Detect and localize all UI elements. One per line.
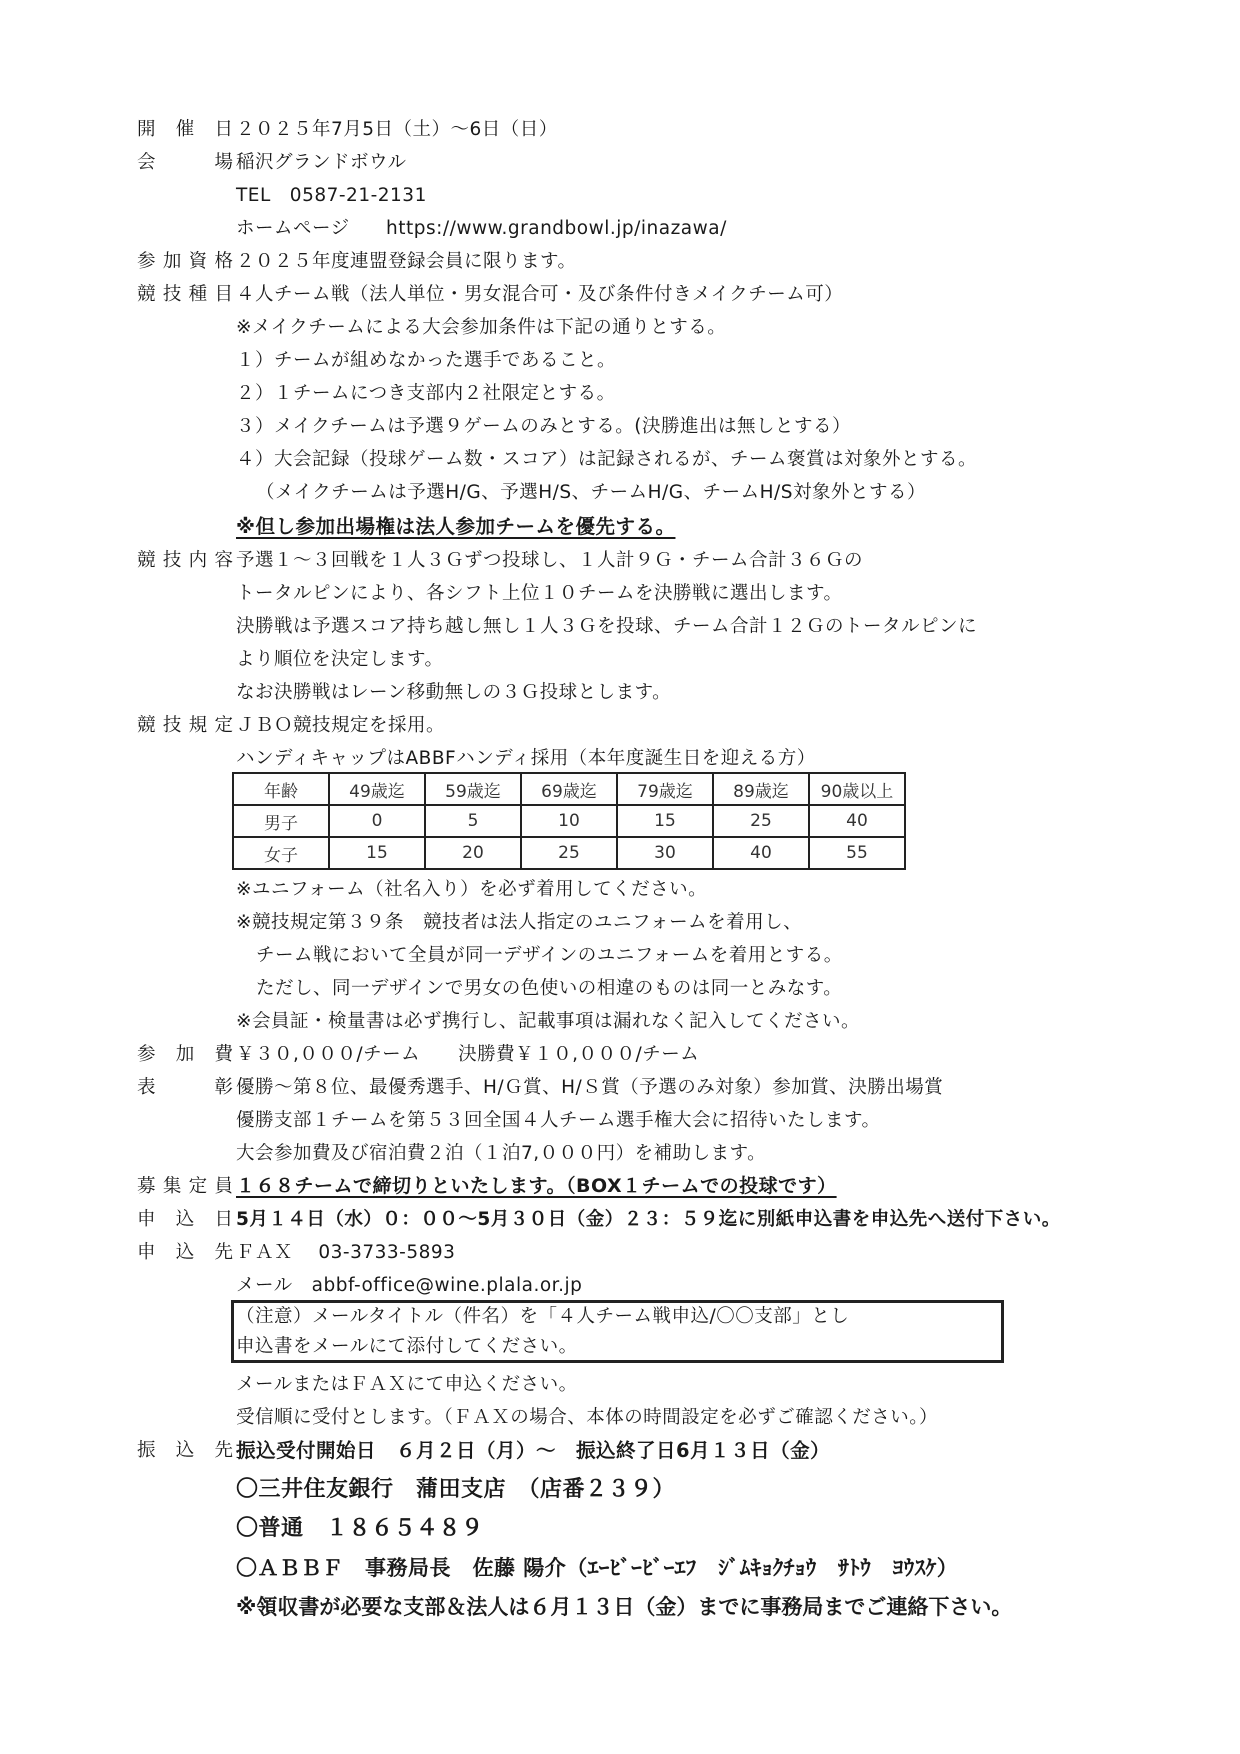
eligibility-label [137, 245, 233, 278]
account-number: 〇普通 １８６５４８９ [236, 1516, 484, 1541]
content-row [0, 544, 1240, 577]
transfer-period: 振込受付開始日 ６月２日（月）～ 振込終了日6月１３日（金） [236, 1439, 831, 1462]
table-cell: 25 [713, 805, 809, 837]
table-header-cell: 90歳以上 [809, 773, 905, 805]
rules-value: ＪＢＯ競技規定を採用。 [236, 715, 446, 736]
label-char: 場 [214, 152, 233, 173]
label-char: 募 [137, 1176, 156, 1197]
event-label [137, 278, 233, 311]
event-condition-text: １）チームが組めなかった選手であること。 [236, 350, 617, 371]
content-text: 予選１～３回戦を１人３Ｇずつ投球し、１人計９Ｇ・チーム合計３６Ｇの [236, 550, 864, 571]
label-char: 先 [214, 1242, 233, 1263]
event-value: ４人チーム戦（法人単位・男女混合可・及び条件付きメイクチーム可） [236, 284, 844, 305]
apply-date-label [137, 1203, 233, 1236]
apply-date-row [0, 1203, 1240, 1236]
venue-tel: TEL 0587-21-2131 [236, 185, 427, 206]
event-condition-text: ３）メイクチームは予選９ゲームのみとする。(決勝進出は無しとする） [236, 416, 851, 437]
label-char: 定 [188, 1176, 208, 1197]
capacity-label [137, 1170, 233, 1203]
event-condition-text: ※メイクチームによる大会参加条件は下記の通りとする。 [236, 317, 727, 338]
content-text: より順位を決定します。 [236, 649, 444, 670]
event-condition-text: ４）大会記録（投球ゲーム数・スコア）は記録されるが、チーム褒賞は対象外とする。 [236, 449, 978, 470]
label-char: 彰 [214, 1077, 233, 1098]
date-value: ２０２５年7月5日（土）～6日（日） [236, 119, 558, 140]
mail-note-line [0, 1330, 1240, 1363]
account-row [0, 1510, 1240, 1548]
label-char: 先 [214, 1440, 233, 1461]
date-row [0, 113, 1240, 146]
table-header-cell: 79歳迄 [617, 773, 713, 805]
eligibility-value: ２０２５年度連盟登録会員に限ります。 [236, 251, 577, 272]
table-cell: 30 [617, 837, 713, 869]
rules-note [0, 972, 1240, 1005]
label-char: 競 [137, 715, 156, 736]
homepage-label: ホームページ [236, 218, 350, 239]
table-cell: 40 [713, 837, 809, 869]
venue-homepage-row [0, 212, 1240, 245]
content-line [0, 676, 1240, 709]
label-char: 技 [162, 715, 182, 736]
event-line [0, 476, 1240, 509]
mail-note-line [0, 1300, 1240, 1333]
rules-row [0, 709, 1240, 742]
label-char: 日 [214, 1209, 233, 1230]
label-char: 加 [162, 251, 182, 272]
event-line [0, 443, 1240, 476]
apply-to-row [0, 1236, 1240, 1269]
fax-number: ＦＡＸ 03-3733-5893 [236, 1242, 456, 1263]
awards-line [0, 1137, 1240, 1170]
awards-text: 優勝～第８位、最優秀選手、H/Ｇ賞、H/Ｓ賞（予選のみ対象）参加賞、決勝出場賞 [236, 1077, 944, 1098]
capacity-row [0, 1170, 1240, 1203]
event-line [0, 410, 1240, 443]
capacity-value: １６８チームで締切りといたします。（BOX１チームでの投球です） [236, 1175, 837, 1197]
priority-notice: ※但し参加出場権は法人参加チームを優先する。 [236, 515, 676, 538]
event-line [0, 311, 1240, 344]
awards-line [0, 1104, 1240, 1137]
venue-name: 稲沢グランドボウル [236, 152, 407, 173]
event-condition-text: （メイクチームは予選H/G、予選H/S、チームH/G、チームH/S対象外とする） [256, 482, 926, 503]
label-char: 込 [175, 1242, 195, 1263]
label-char: 集 [162, 1176, 182, 1197]
venue-label [137, 146, 233, 179]
label-char: 加 [175, 1044, 195, 1065]
label-char: 会 [137, 152, 156, 173]
content-text: トータルピンにより、各シフト上位１０チームを決勝戦に選出します。 [236, 583, 843, 604]
table-cell: 15 [329, 837, 425, 869]
label-char: 開 [137, 119, 156, 140]
label-char: 日 [214, 119, 233, 140]
table-header-cell: 年齢 [233, 773, 329, 805]
label-char: 競 [137, 284, 156, 305]
awards-text: 優勝支部１チームを第５３回全国４人チーム選手権大会に招待いたします。 [236, 1110, 881, 1131]
table-cell: 男子 [233, 805, 329, 837]
label-char: 振 [137, 1440, 156, 1461]
label-char: 費 [214, 1044, 233, 1065]
table-cell: 25 [521, 837, 617, 869]
table-cell: 20 [425, 837, 521, 869]
table-cell: 10 [521, 805, 617, 837]
label-char: 表 [137, 1077, 156, 1098]
rules-label [137, 709, 233, 742]
rules-note-text: ただし、同一デザインで男女の色使いの相違のものは同一とみなす。 [256, 978, 843, 999]
content-text: なお決勝戦はレーン移動無しの３Ｇ投球とします。 [236, 682, 672, 703]
event-line [0, 377, 1240, 410]
rules-note [0, 873, 1240, 906]
homepage-url[interactable]: https://www.grandbowl.jp/inazawa/ [386, 218, 727, 239]
content-label [137, 544, 233, 577]
table-cell: 5 [425, 805, 521, 837]
handicap-title-row [0, 742, 1240, 775]
table-cell: 女子 [233, 837, 329, 869]
table-row [233, 837, 905, 869]
mail-note-text: （注意）メールタイトル（件名）を「４人チーム戦申込/〇〇支部」とし [236, 1306, 850, 1327]
date-label [137, 113, 233, 146]
fee-value: ￥３０,０００/チーム 決勝費￥１０,０００/チーム [236, 1044, 700, 1065]
label-char: 種 [188, 284, 208, 305]
mail-note-text: 申込書をメールにて添付してください。 [236, 1336, 578, 1357]
bank-row [0, 1471, 1240, 1509]
rules-note [0, 1005, 1240, 1038]
label-char: 目 [214, 284, 233, 305]
rules-note-text: ※ユニフォーム（社名入り）を必ず着用してください。 [236, 879, 708, 900]
receipt-notice: ※領収書が必要な支部＆法人は６月１３日（金）までに事務局までご連絡下さい。 [236, 1595, 1013, 1619]
label-char: 申 [137, 1209, 156, 1230]
label-char: 技 [162, 550, 182, 571]
apply-date-value: 5月１４日（水）０：００～5月３０日（金）２３：５９迄に別紙申込書を申込先へ送付下さい。 [236, 1209, 1061, 1230]
bank-name: 〇三井住友銀行 蒲田支店 （店番２３９） [236, 1477, 676, 1502]
content-line [0, 643, 1240, 676]
rules-note [0, 939, 1240, 972]
apply-to-line [0, 1401, 1240, 1434]
label-char: 員 [214, 1176, 233, 1197]
fee-label [137, 1038, 233, 1071]
label-char: 参 [137, 251, 156, 272]
awards-text: 大会参加費及び宿泊費２泊（１泊7,０００円）を補助します。 [236, 1143, 767, 1164]
table-header-cell: 89歳迄 [713, 773, 809, 805]
holder-row [0, 1549, 1240, 1587]
label-char: 資 [188, 251, 208, 272]
account-holder: 〇ＡＢＢＦ 事務局長 佐藤 陽介（ｴｰﾋﾞｰﾋﾞｰｴﾌ ｼﾞﾑｷｮｸﾁｮｳ ｻﾄｳ ﾖｳｽｹ） [236, 1556, 959, 1580]
handicap-title: ハンディキャップはABBFハンディ採用（本年度誕生日を迎える方） [236, 748, 816, 769]
handicap-table [232, 772, 906, 870]
venue-row [0, 146, 1240, 179]
mail-address[interactable]: メール abbf-office@wine.plala.or.jp [236, 1275, 583, 1296]
content-text: 決勝戦は予選スコア持ち越し無し１人３Ｇを投球、チーム合計１２Ｇのトータルピンに [236, 616, 978, 637]
label-char: 技 [162, 284, 182, 305]
transfer-label [137, 1434, 233, 1467]
label-char: 定 [214, 715, 233, 736]
label-char: 容 [214, 550, 233, 571]
apply-to-line [0, 1368, 1240, 1401]
apply-to-text: 受信順に受付とします。（ＦＡＸの場合、本体の時間設定を必ずご確認ください。） [236, 1407, 939, 1428]
table-header-row [233, 773, 905, 805]
apply-to-text: メールまたはＦＡＸにて申込ください。 [236, 1374, 578, 1395]
event-line [0, 344, 1240, 377]
fee-row [0, 1038, 1240, 1071]
rules-note-text: チーム戦において全員が同一デザインのユニフォームを着用とする。 [256, 945, 843, 966]
table-cell: 15 [617, 805, 713, 837]
event-row [0, 278, 1240, 311]
rules-note-text: ※競技規定第３９条 競技者は法人指定のユニフォームを着用し、 [236, 912, 803, 933]
label-char: 参 [137, 1044, 156, 1065]
label-char: 競 [137, 550, 156, 571]
awards-label [137, 1071, 233, 1104]
table-cell: 40 [809, 805, 905, 837]
label-char: 内 [188, 550, 208, 571]
content-line [0, 577, 1240, 610]
label-char: 込 [175, 1209, 195, 1230]
label-char: 申 [137, 1242, 156, 1263]
event-priority-row [0, 510, 1240, 543]
label-char: 格 [214, 251, 233, 272]
receipt-row [0, 1588, 1240, 1626]
rules-note-text: ※会員証・検量書は必ず携行し、記載事項は漏れなく記入してください。 [236, 1011, 861, 1032]
awards-row [0, 1071, 1240, 1104]
table-header-cell: 69歳迄 [521, 773, 617, 805]
table-header-cell: 49歳迄 [329, 773, 425, 805]
venue-tel-row [0, 179, 1240, 212]
table-cell: 55 [809, 837, 905, 869]
event-condition-text: ２）１チームにつき支部内２社限定とする。 [236, 383, 616, 404]
transfer-row [0, 1434, 1240, 1467]
apply-to-label [137, 1236, 233, 1269]
label-char: 規 [188, 715, 208, 736]
rules-note [0, 906, 1240, 939]
table-header-cell: 59歳迄 [425, 773, 521, 805]
table-row [233, 805, 905, 837]
eligibility-row [0, 245, 1240, 278]
label-char: 催 [175, 119, 195, 140]
content-line [0, 610, 1240, 643]
table-cell: 0 [329, 805, 425, 837]
mail-row [0, 1269, 1240, 1302]
label-char: 込 [175, 1440, 195, 1461]
